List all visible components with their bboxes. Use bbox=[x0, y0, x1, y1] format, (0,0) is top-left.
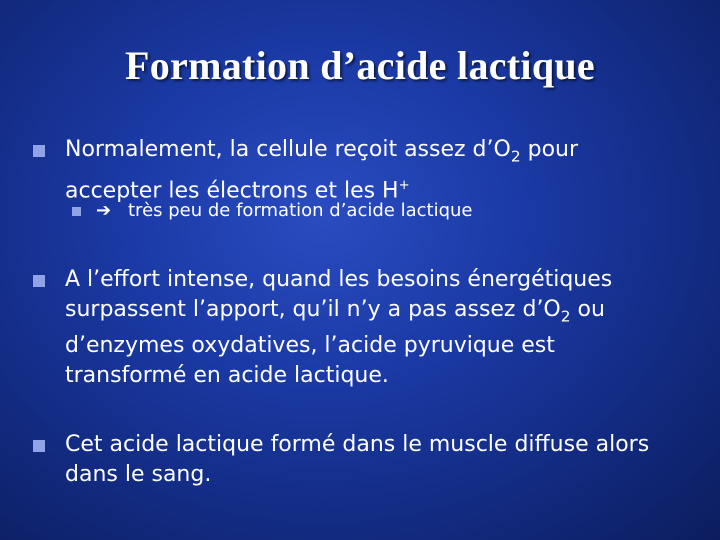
bullet-2-line-2: surpassent l’apport, qu’il n’y a pas assez d’O bbox=[65, 297, 561, 322]
bullet-2-line-4: transformé en acide lactique. bbox=[65, 363, 389, 389]
square-bullet-icon bbox=[72, 207, 81, 216]
bullet-1-line-2: accepter les électrons et les H bbox=[65, 178, 399, 204]
bullet-2-line-2-end: ou bbox=[570, 297, 605, 322]
superscript-plus: + bbox=[398, 178, 410, 194]
bullet-text-2 bbox=[65, 265, 705, 391]
square-bullet-icon bbox=[33, 440, 45, 452]
square-bullet-icon bbox=[33, 145, 45, 157]
bullet-text-1 bbox=[65, 135, 705, 207]
subscript-2: 2 bbox=[510, 147, 521, 166]
bullet-3-line-1: Cet acide lactique formé dans le muscle diffuse alors bbox=[65, 432, 650, 457]
bullet-text-3 bbox=[65, 430, 705, 490]
right-arrow-icon: ➔ bbox=[96, 200, 112, 221]
subscript-2: 2 bbox=[560, 307, 571, 326]
square-bullet-icon bbox=[33, 275, 45, 287]
bullet-2-line-1: A l’effort intense, quand les besoins énergétiques bbox=[65, 267, 613, 292]
bullet-1-line-1-end: pour bbox=[520, 137, 579, 162]
bullet-1-line-1: Normalement, la cellule reçoit assez d’O bbox=[65, 137, 511, 162]
bullet-3-line-2: dans le sang. bbox=[65, 462, 212, 487]
sub-bullet-text: très peu de formation d’acide lactique bbox=[128, 200, 473, 221]
bullet-2-line-3: d’enzymes oxydatives, l’acide pyruvique est bbox=[65, 333, 555, 359]
slide-title: Formation d’acide lactique bbox=[125, 43, 595, 88]
